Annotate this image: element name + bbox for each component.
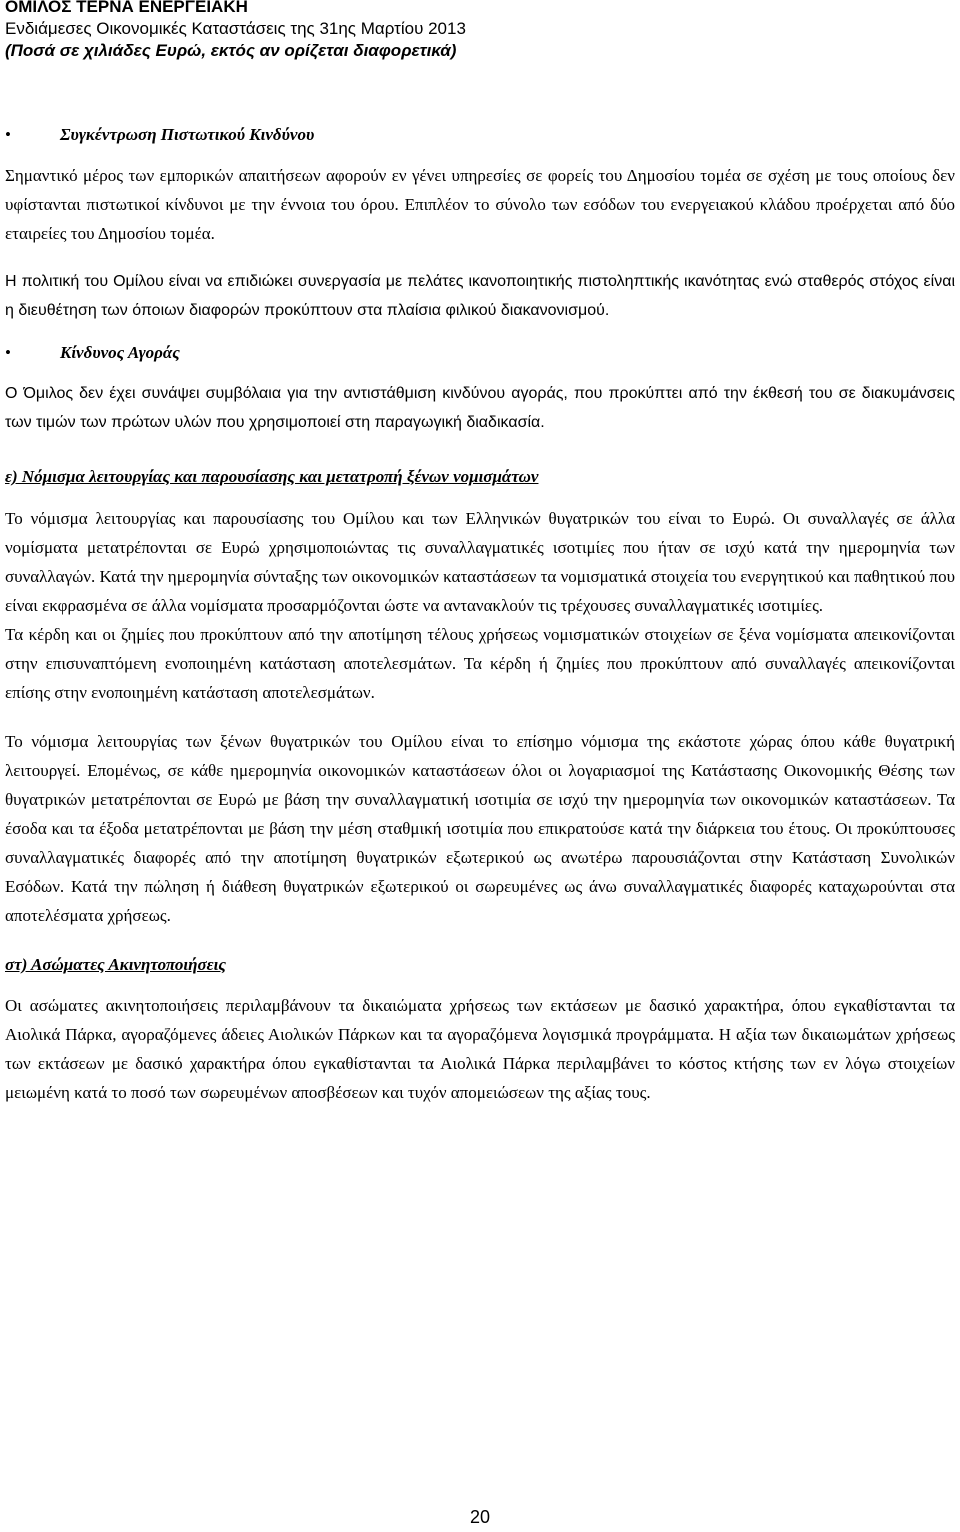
intangibles-paragraph-1: Οι ασώματες ακινητοποιήσεις περιλαμβάνουν τα δικαιώματα χρήσεως των εκτάσεων με δασικό χαρακτήρα, όπου εγκαθίστανται τα Αιολικά Πάρκα, αγοραζόμενες άδειες Αιολικών Πάρκων και τα αγοραζόμενα λογισμικά προγράμματα. Η αξία των δικαιωμάτων χρήσεως των εκτάσεων με δασικό χαρακτήρα όπου εγκαθίστανται τα Αιολικά Πάρκα περιλαμβάνει το κόστος κτήσης των εν λόγω στοιχείων μειωμένη κατά το ποσό των σωρευμένων αποσβέσεων και τυχόν απομειώσεων της αξίας τους. [5, 996, 955, 1102]
bullet-icon: • [5, 125, 11, 144]
intangibles-section-heading: στ) Ασώματες Ακινητοποιήσεις [5, 955, 226, 974]
company-name: ΟΜΙΛΟΣ ΤΕΡΝΑ ΕΝΕΡΓΕΙΑΚΗ [5, 0, 248, 16]
market-risk-heading-text: Κίνδυνος Αγοράς [60, 343, 180, 362]
currency-paragraph-1: Το νόμισμα λειτουργίας και παρουσίασης του Ομίλου και των Ελληνικών θυγατρικών του είναι το Ευρώ. Οι συναλλαγές σε άλλα νομίσματα μετατρέπονται σε Ευρώ χρησιμοποιώντας τις συναλλαγματικές ισοτιμίες που ήταν σε ισχύ κατά την ημερομηνία των συναλλαγών. Κατά την ημερομηνία σύνταξης των οικονομικών καταστάσεων τα νομισματικά στοιχεία του ενεργητικού και παθητικού που είναι εκφρασμένα σε άλλα νομίσματα προσαρμόζονται ώστε να αντανακλούν τις τρέχουσες συναλλαγματικές ισοτιμίες. [5, 509, 955, 615]
page-number: 20 [469, 1507, 491, 1527]
credit-risk-heading [5, 120, 955, 149]
currency-paragraph-2: Τα κέρδη και οι ζημίες που προκύπτουν από την αποτίμηση τέλους χρήσεως νομισματικών στοιχείων σε ξένα νομίσματα απεικονίζονται στην επισυναπτόμενη ενοποιημένη κατάσταση αποτελεσμάτων. Τα κέρδη ή ζημίες που προκύπτουν από συναλλαγές απεικονίζονται επίσης στην ενοποιημένη κατάσταση αποτελεσμάτων. [5, 625, 955, 702]
credit-risk-paragraph-2: Η πολιτική του Ομίλου είναι να επιδιώκει συνεργασία με πελάτες ικανοποιητικής πιστοληπτικής ικανότητας ενώ σταθερός στόχος είναι η διευθέτηση των όποιων διαφορών προκύπτουν στα πλαίσια φιλικού διακανονισμού. [5, 273, 955, 319]
currency-section-heading: ε) Νόμισμα λειτουργίας και παρουσίασης και μετατροπή ξένων νομισμάτων [5, 467, 539, 486]
market-risk-heading [5, 338, 955, 367]
currency-paragraph-3: Το νόμισμα λειτουργίας των ξένων θυγατρικών του Ομίλου είναι το επίσημο νόμισμα της εκάστοτε χώρας όπου κάθε θυγατρική λειτουργεί. Επομένως, σε κάθε ημερομηνία οικονομικών καταστάσεων όλοι οι λογαριασμοί της Κατάστασης Οικονομικής Θέσης των θυγατρικών μετατρέπονται σε Ευρώ με βάση την συναλλαγματική ισοτιμία σε ισχύ την ημερομηνία των οικονομικών καταστάσεων. Τα έσοδα και τα έξοδα μετατρέπονται με βάση την μέση σταθμική ισοτιμία που επικρατούσε κατά την διάρκεια του έτους. Οι προκύπτουσες συναλλαγματικές διαφορές από την αποτίμηση θυγατρικών εξωτερικού ως ανωτέρω παρουσιάζονται στην Κατάσταση Συνολικών Εσόδων. Κατά την πώληση ή διάθεση θυγατρικών εξωτερικού οι σωρευμένες ως άνω συναλλαγματικές διαφορές καταχωρούνται στα αποτελέσματα χρήσεως. [5, 732, 955, 925]
credit-risk-heading-text: Συγκέντρωση Πιστωτικού Κινδύνου [60, 125, 315, 144]
credit-risk-paragraph-1: Σημαντικό μέρος των εμπορικών απαιτήσεων αφορούν εν γένει υπηρεσίες σε φορείς του Δημοσίου τομέα σε σχέση με τους οποίους δεν υφίστανται πιστωτικοί κίνδυνοι με την έννοια του όρου. Επιπλέον το σύνολο των εσόδων του ενεργειακού κλάδου προέρχεται από δύο εταιρείες του Δημοσίου τομέα. [5, 166, 955, 243]
bullet-icon: • [5, 343, 11, 362]
market-risk-paragraph-1: Ο Όμιλος δεν έχει συνάψει συμβόλαια για την αντιστάθμιση κινδύνου αγοράς, που προκύπτει από την έκθεσή του σε διακυμάνσεις των τιμών των πρώτων υλών που χρησιμοποιεί στη παραγωγική διαδικασία. [5, 385, 955, 431]
report-period: Ενδιάμεσες Οικονομικές Καταστάσεις της 31ης Μαρτίου 2013 [5, 19, 466, 38]
amounts-note: (Ποσά σε χιλιάδες Ευρώ, εκτός αν ορίζεται διαφορετικά) [5, 41, 457, 60]
